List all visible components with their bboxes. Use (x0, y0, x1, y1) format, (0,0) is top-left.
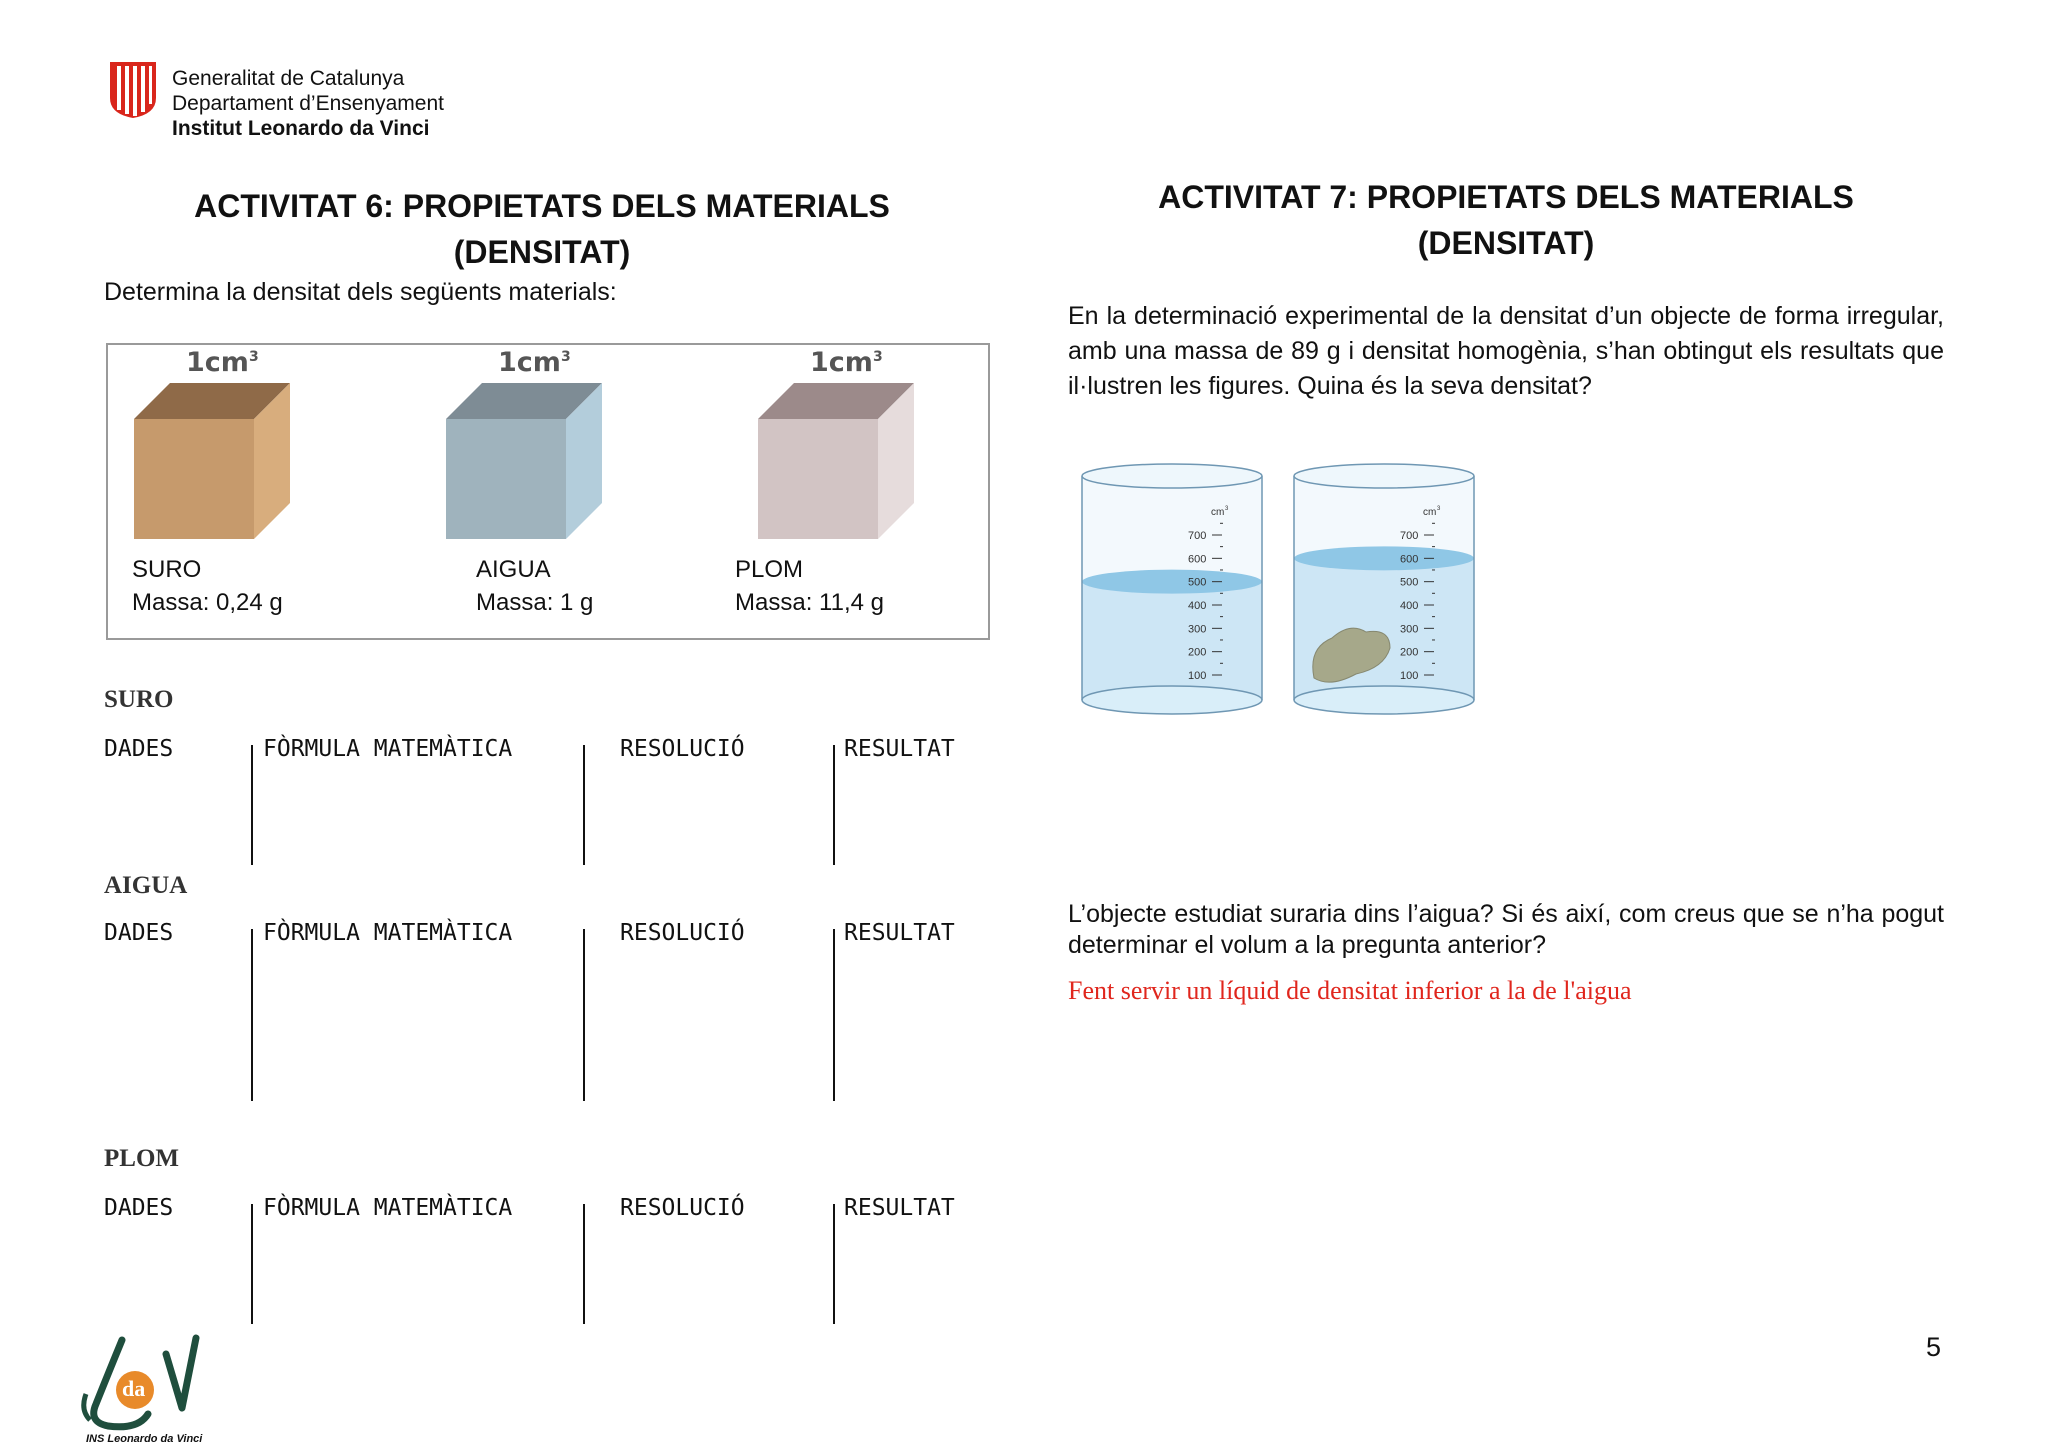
cube-figure (106, 343, 990, 640)
activity6-title (104, 183, 980, 275)
column-formula: FÒRMULA MATEMÀTICA (263, 736, 513, 762)
cube-plom (758, 383, 922, 543)
material-name: PLOM (735, 556, 804, 583)
cylinder-unit-label: cm (1423, 507, 1437, 518)
water-surface (1294, 546, 1474, 570)
column-resolucio: RESOLUCIÓ (620, 1195, 745, 1221)
column-divider (833, 745, 835, 865)
activity6-title-line2: (DENSITAT) (453, 234, 631, 270)
column-divider (583, 929, 585, 1101)
cylinder-base (1294, 686, 1474, 714)
cylinder-rim (1294, 464, 1474, 488)
cube-unit-label: $1cm^3$ (498, 347, 571, 378)
material-aigua-label (476, 553, 593, 619)
activity7-title (1068, 174, 1944, 266)
cylinder-unit-label: cm (1211, 507, 1225, 518)
material-plom-label (735, 553, 884, 619)
material-mass: Massa: 1 g (476, 589, 594, 616)
cylinder-unit-exp: 3 (1225, 506, 1229, 512)
generalitat-logo (106, 58, 160, 120)
column-divider (583, 1204, 585, 1324)
scale-label: 200 (1188, 646, 1207, 659)
activity7-title-line2: (DENSITAT) (1417, 225, 1595, 261)
scale-label: 600 (1400, 553, 1419, 566)
section-suro-title: SURO (104, 686, 174, 713)
column-divider (833, 929, 835, 1101)
logo-text: INS Leonardo da Vinci (86, 1433, 203, 1445)
material-mass: Massa: 0,24 g (132, 589, 283, 616)
cylinder-rim (1082, 464, 1262, 488)
column-resultat: RESULTAT (844, 736, 955, 762)
column-dades: DADES (104, 1195, 174, 1221)
column-formula: FÒRMULA MATEMÀTICA (263, 920, 513, 946)
scale-label: 700 (1400, 530, 1419, 542)
header-department: Departament d’Ensenyament (172, 92, 444, 115)
header-school: Institut Leonardo da Vinci (172, 117, 430, 140)
scale-label: 100 (1188, 670, 1207, 682)
cylinder-water (1082, 582, 1262, 700)
scale-label: 500 (1400, 576, 1419, 589)
school-logo (78, 1334, 208, 1448)
scale-label: 300 (1400, 623, 1419, 636)
scale-label: 400 (1400, 600, 1419, 612)
cube-unit-label: $1cm^3$ (186, 347, 259, 378)
column-resultat: RESULTAT (844, 1195, 955, 1221)
scale-label: 700 (1188, 530, 1207, 542)
header-block (172, 66, 444, 141)
logo-mark: da (122, 1376, 146, 1401)
column-dades: DADES (104, 736, 174, 762)
activity7-paragraph: En la determinació experimental de la densitat d’un objecte de forma irregular, amb una massa de 89 g i densitat homogènia, s’han obtingut els resultats que il·lustren les figures. Quina és la seva densitat? (1068, 302, 1944, 400)
scale-label: 600 (1188, 553, 1207, 566)
activity6-title-line1: ACTIVITAT 6: PROPIETATS DELS MATERIALS (194, 188, 890, 224)
material-suro-label (132, 553, 283, 619)
scale-label: 400 (1188, 600, 1207, 612)
scale-label: 300 (1188, 623, 1207, 636)
column-resultat: RESULTAT (844, 920, 955, 946)
cube-unit-label: $1cm^3$ (810, 347, 883, 378)
activity7-question: L’objecte estudiat suraria dins l’aigua? Si és així, com creus que se n’ha pogut determinar el volum a la pregunta anterior? (1068, 900, 1944, 959)
header-institution: Generalitat de Catalunya (172, 67, 405, 90)
column-formula: FÒRMULA MATEMÀTICA (263, 1195, 513, 1221)
scale-label: 100 (1400, 670, 1419, 682)
cylinder-unit-exp: 3 (1437, 506, 1441, 512)
column-resolucio: RESOLUCIÓ (620, 736, 745, 762)
cylinder-base (1082, 686, 1262, 714)
column-resolucio: RESOLUCIÓ (620, 920, 745, 946)
section-aigua-title: AIGUA (104, 872, 188, 899)
column-divider (251, 745, 253, 865)
cube-suro (134, 383, 298, 543)
page-number: 5 (1926, 1332, 1942, 1362)
activity6-instruction: Determina la densitat dels següents materials: (104, 278, 617, 306)
water-surface (1082, 570, 1262, 594)
column-divider (251, 1204, 253, 1324)
column-divider (583, 745, 585, 865)
material-name: SURO (132, 556, 202, 583)
section-plom-title: PLOM (104, 1145, 179, 1172)
activity7-answer: Fent servir un líquid de densitat inferior a la de l'aigua (1068, 976, 1632, 1005)
column-divider (251, 929, 253, 1101)
scale-label: 500 (1188, 576, 1207, 589)
column-divider (833, 1204, 835, 1324)
graduated-cylinders-figure (1076, 452, 1486, 730)
cube-aigua (446, 383, 610, 543)
column-dades: DADES (104, 920, 174, 946)
scale-label: 200 (1400, 646, 1419, 659)
activity7-title-line1: ACTIVITAT 7: PROPIETATS DELS MATERIALS (1158, 179, 1854, 215)
material-mass: Massa: 11,4 g (735, 589, 884, 616)
material-name: AIGUA (476, 556, 551, 583)
